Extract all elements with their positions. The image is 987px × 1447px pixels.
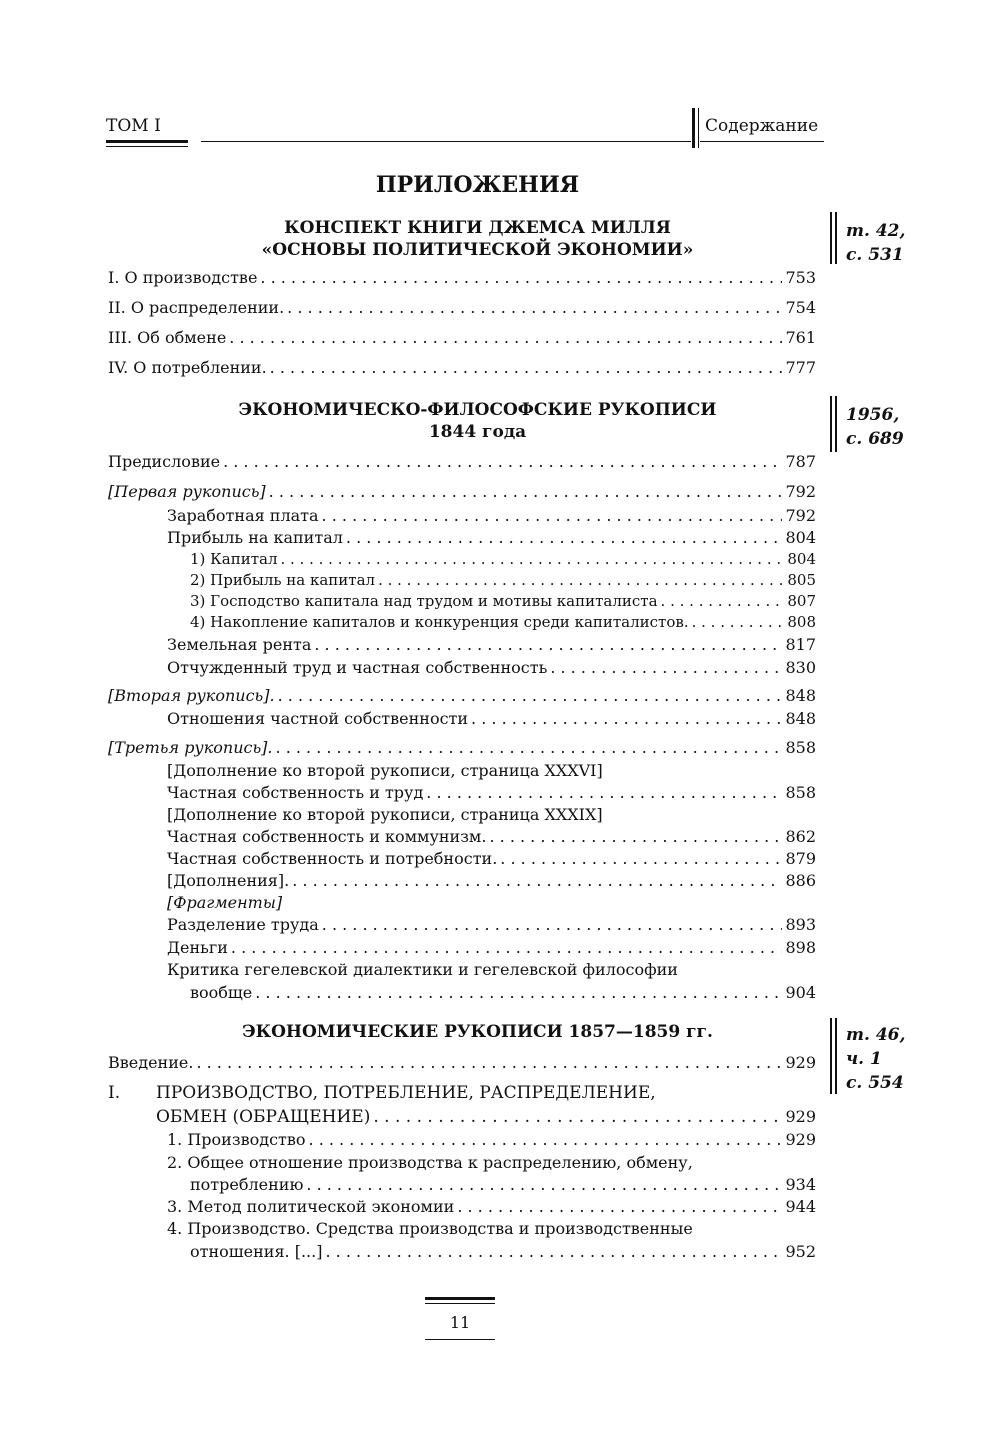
toc-entry-number: I. <box>108 1083 121 1103</box>
toc-entry: Заработная плата . . . 792 <box>167 506 816 525</box>
toc-entry: Земельная рента . . . 817 <box>167 635 816 654</box>
toc-entry: IV. О потреблении. . . . 777 <box>108 358 816 377</box>
toc-entry: [Дополнение ко второй рукописи, страница XXXVI] <box>167 761 603 780</box>
section-2-title-line-1: ЭКОНОМИЧЕСКО-ФИЛОСОФСКИЕ РУКОПИСИ <box>238 400 717 420</box>
toc-entry: Критика гегелевской диалектики и гегелевской философии <box>167 960 678 979</box>
footer-rule-bottom <box>425 1339 495 1340</box>
toc-entry: отношения. [...] . . . 952 <box>190 1242 816 1261</box>
toc-entry: ПРОИЗВОДСТВО, ПОТРЕБЛЕНИЕ, РАСПРЕДЕЛЕНИЕ, <box>156 1083 656 1103</box>
toc-entry: Частная собственность и коммунизм. . . . 862 <box>167 827 816 846</box>
toc-entry: вообще . . . 904 <box>190 983 816 1002</box>
section-2-ref-page: с. 689 <box>846 429 904 449</box>
header-rule-vbar-2 <box>698 108 699 148</box>
toc-entry: [Фрагменты] <box>167 893 283 912</box>
header-rule-main <box>201 141 691 142</box>
running-header-contents: Содержание <box>705 116 819 136</box>
toc-entry: потреблению . . . 934 <box>190 1175 816 1194</box>
section-3-ref-bar <box>830 1018 832 1094</box>
toc-entry: 1) Капитал . . . 804 <box>190 550 816 568</box>
section-3-ref-volume: т. 46, <box>846 1025 906 1045</box>
section-1-title-line-1: КОНСПЕКТ КНИГИ ДЖЕМСА МИЛЛЯ <box>284 218 671 238</box>
header-rule-left-thin <box>106 146 188 147</box>
toc-entry: Предисловие . . . 787 <box>108 452 816 471</box>
toc-entry: [Первая рукопись] . . . 792 <box>108 482 816 501</box>
toc-entry: [Вторая рукопись]. . . . 848 <box>108 686 816 705</box>
section-3-ref-page: с. 554 <box>846 1073 904 1093</box>
section-2-ref-year: 1956, <box>846 405 900 425</box>
toc-entry: [Дополнение ко второй рукописи, страница XXXIX] <box>167 805 603 824</box>
footer-rule-thick <box>425 1297 495 1300</box>
section-3-ref-part: ч. 1 <box>846 1049 882 1069</box>
toc-entry: [Дополнения]. . . . 886 <box>167 871 816 890</box>
section-3-title: ЭКОНОМИЧЕСКИЕ РУКОПИСИ 1857—1859 гг. <box>242 1022 713 1042</box>
toc-entry: ОБМЕН (ОБРАЩЕНИЕ) . . . 929 <box>156 1107 816 1127</box>
toc-entry: Прибыль на капитал . . . 804 <box>167 528 816 547</box>
toc-entry: 4. Производство. Средства производства и производственные <box>167 1219 693 1238</box>
toc-entry: Отчужденный труд и частная собственность . . . 830 <box>167 658 816 677</box>
toc-entry: Введение. . . . 929 <box>108 1053 816 1072</box>
header-rule-right <box>700 141 824 142</box>
toc-entry: III. Об обмене . . . 761 <box>108 328 816 347</box>
running-header-volume: ТОМ I <box>106 116 161 136</box>
toc-entry: II. О распределении. . . . 754 <box>108 298 816 317</box>
toc-entry: [Третья рукопись]. . . . 858 <box>108 738 816 757</box>
toc-entry: Отношения частной собственности . . . 848 <box>167 709 816 728</box>
section-1-ref-bar <box>830 212 832 264</box>
toc-entry: 3) Господство капитала над трудом и мотивы капиталиста . . . 807 <box>190 592 816 610</box>
section-2-ref-bar-2 <box>835 396 837 452</box>
toc-entry: I. О производстве . . . 753 <box>108 268 816 287</box>
section-1-ref-volume: т. 42, <box>846 221 906 241</box>
toc-entry: 1. Производство . . . 929 <box>167 1130 816 1149</box>
section-1-ref-bar-2 <box>835 212 837 264</box>
section-2-ref-bar <box>830 396 832 452</box>
section-1-title-line-2: «ОСНОВЫ ПОЛИТИЧЕСКОЙ ЭКОНОМИИ» <box>261 240 694 260</box>
page-title: ПРИЛОЖЕНИЯ <box>375 172 580 198</box>
toc-entry: 3. Метод политической экономии . . . 944 <box>167 1197 816 1216</box>
section-2-title-line-2: 1844 года <box>428 422 527 442</box>
page-number: 11 <box>449 1313 471 1332</box>
toc-entry: Деньги . . . 898 <box>167 938 816 957</box>
toc-entry: 2) Прибыль на капитал . . . 805 <box>190 571 816 589</box>
section-1-ref-page: с. 531 <box>846 245 904 265</box>
section-3-ref-bar-2 <box>835 1018 837 1094</box>
toc-entry: Разделение труда . . . 893 <box>167 915 816 934</box>
toc-entry: 2. Общее отношение производства к распределению, обмену, <box>167 1153 693 1172</box>
toc-entry: 4) Накопление капиталов и конкуренция среди капиталистов. . . . 808 <box>190 613 816 631</box>
header-rule-vbar-1 <box>692 108 695 148</box>
footer-rule-thin <box>425 1303 495 1304</box>
toc-entry: Частная собственность и потребности. . . . 879 <box>167 849 816 868</box>
toc-entry: Частная собственность и труд . . . 858 <box>167 783 816 802</box>
header-rule-left-thick <box>106 140 188 143</box>
